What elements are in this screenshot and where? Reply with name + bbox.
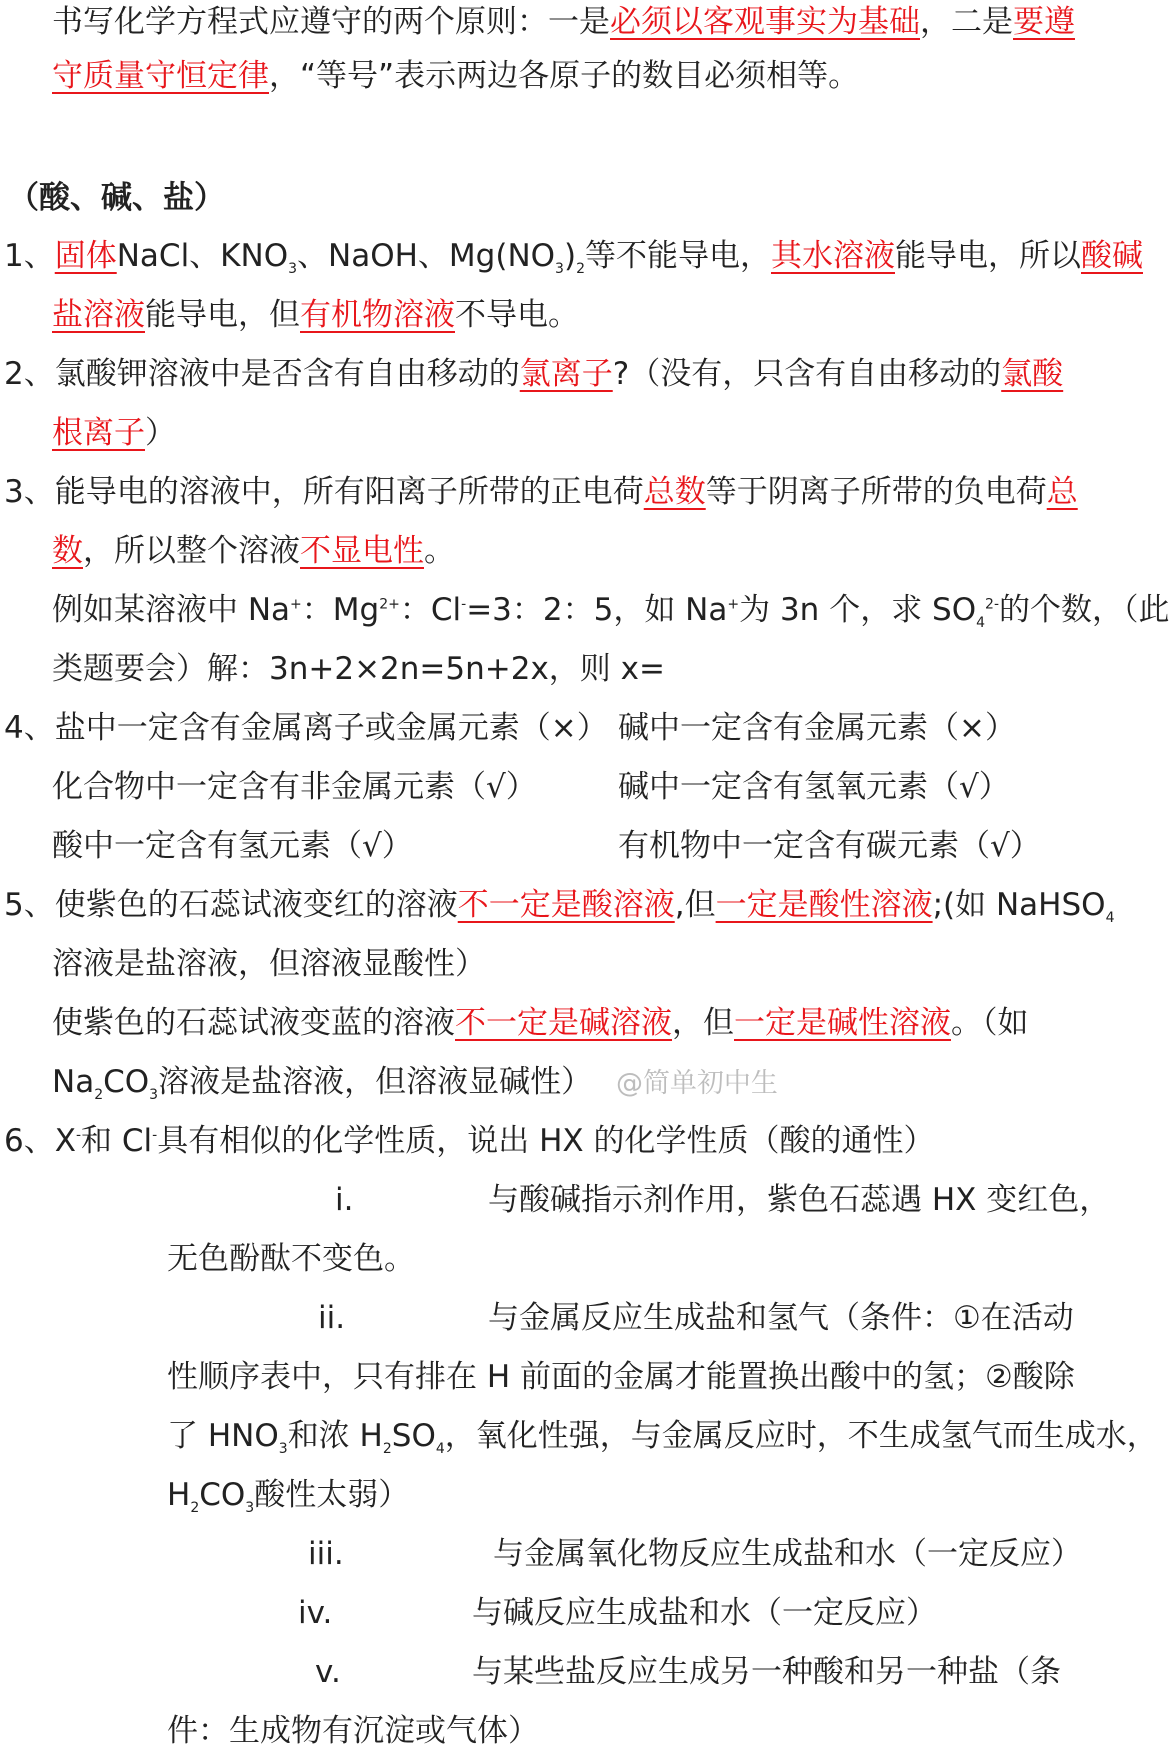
text: ) (563, 238, 577, 274)
highlight: 守质量守恒定律 (52, 58, 269, 94)
subscript: 2 (190, 1500, 200, 1517)
list-marker-iii: iii. (308, 1536, 344, 1572)
text: ，“等号”表示两边各原子的数目必须相等。 (269, 58, 860, 94)
subscript: 3 (555, 261, 564, 278)
text: 等于阴离子所带的负电荷 (705, 474, 1047, 510)
subscript: 3 (245, 1500, 255, 1517)
item-5-line-3 (52, 1003, 1029, 1043)
item-3-example-line-2: 类题要会）解：3n+2×2n=5n+2x，则 x= (52, 651, 665, 687)
text: 书写化学方程式应遵守的两个原则：一是 (52, 4, 610, 40)
item-4-row-1-left (4, 708, 608, 748)
item-6-v-line-2: 件：生成物有沉淀或气体） (167, 1713, 539, 1749)
subscript: 2 (576, 261, 585, 278)
text: ：Cl (399, 592, 462, 628)
item-number: 4、 (4, 710, 55, 746)
highlight: 不显电性 (300, 533, 424, 569)
highlight: 固体 (54, 238, 117, 274)
highlight: 不一定是酸溶液 (457, 887, 675, 923)
highlight: 其水溶液 (771, 238, 895, 274)
item-6-v-line-1: 与某些盐反应生成另一种酸和另一种盐（条 (472, 1654, 1061, 1690)
text: H (167, 1477, 191, 1513)
text: 和浓 H (287, 1418, 383, 1454)
item-6-i-line-2: 无色酚酞不变色。 (167, 1241, 415, 1277)
subscript: 4 (1105, 910, 1115, 927)
highlight: 酸碱 (1081, 238, 1143, 274)
text: 能导电，但 (145, 297, 300, 333)
text: NaCl、KNO (116, 238, 289, 274)
text: ,但 (674, 887, 716, 923)
highlight: 氯离子 (519, 356, 613, 392)
text: =3：2：5，如 Na (466, 592, 728, 628)
intro-line-1 (52, 2, 1075, 42)
text: SO (391, 1418, 436, 1454)
text: ：Mg (301, 592, 380, 628)
item-4-row-3-right: 有机物中一定含有碳元素（√） (618, 828, 1041, 864)
subscript: 4 (976, 615, 986, 632)
item-number: 1、 (4, 238, 55, 274)
subscript: 4 (435, 1441, 445, 1458)
subscript: 3 (278, 1441, 288, 1458)
list-marker-ii: ii. (318, 1300, 346, 1336)
highlight: 必须以客观事实为基础 (610, 4, 920, 40)
list-marker-v: v. (315, 1654, 341, 1690)
item-4-row-2-right: 碱中一定含有氢氧元素（√） (618, 769, 1010, 805)
item-number: 5、 (4, 887, 55, 923)
highlight: 盐溶液 (52, 297, 145, 333)
text: ，二是 (920, 4, 1013, 40)
item-1-line-2 (52, 295, 579, 335)
text: 、NaOH、Mg(NO (297, 238, 556, 274)
highlight: 数 (52, 533, 83, 569)
subscript: 2 (382, 1441, 392, 1458)
superscript: 2- (985, 596, 1000, 613)
item-4-row-3-left: 酸中一定含有氢元素（√） (52, 828, 413, 864)
superscript: + (290, 596, 302, 613)
text: 具有相似的化学性质，说出 HX 的化学性质（酸的通性） (157, 1123, 935, 1159)
highlight: 一定是碱性溶液 (734, 1005, 951, 1041)
text: 能导电，所以 (895, 238, 1081, 274)
highlight: 有机物溶液 (300, 297, 455, 333)
text: 了 HNO (167, 1418, 279, 1454)
text: 使紫色的石蕊试液变蓝的溶液 (52, 1005, 455, 1041)
item-6-i-line-1: 与酸碱指示剂作用，紫色石蕊遇 HX 变红色， (488, 1182, 1111, 1218)
highlight: 要遵 (1013, 4, 1075, 40)
item-5-line-1 (4, 885, 1114, 925)
text: ，氧化性强，与金属反应时，不生成氢气而生成水， (444, 1418, 1158, 1454)
section-title: （酸、碱、盐） (8, 180, 225, 216)
text: ） (145, 415, 176, 451)
text: 等不能导电， (585, 238, 771, 274)
highlight: 总 (1046, 474, 1078, 510)
text: 不导电。 (455, 297, 579, 333)
text: 溶液是盐溶液，但溶液显碱性） (158, 1064, 593, 1100)
highlight: 一定是酸性溶液 (715, 887, 933, 923)
superscript: - (75, 1127, 82, 1144)
subscript: 3 (288, 261, 298, 278)
item-2-line-2 (52, 413, 176, 453)
item-3-example-line-1 (52, 590, 1170, 630)
text: ，但 (672, 1005, 734, 1041)
item-5-line-2: 溶液是盐溶液，但溶液显酸性） (52, 946, 486, 982)
item-4-row-2-left: 化合物中一定含有非金属元素（√） (52, 769, 537, 805)
list-marker-iv: iv. (298, 1595, 333, 1631)
text: 。（如 (951, 1005, 1029, 1041)
superscript: 2+ (379, 596, 400, 613)
text: 例如某溶液中 Na (52, 592, 291, 628)
text: CO (199, 1477, 246, 1513)
superscript: + (727, 596, 740, 613)
item-3-line-1 (4, 472, 1078, 512)
highlight: 氯酸 (1001, 356, 1064, 392)
item-number: 3、 (4, 474, 55, 510)
item-number: 6、 (4, 1123, 55, 1159)
item-2-line-1 (4, 354, 1063, 394)
text: 酸性太弱） (254, 1477, 410, 1513)
item-6-iii-line: 与金属氧化物反应生成盐和水（一定反应） (493, 1536, 1082, 1572)
superscript: - (461, 596, 467, 613)
item-1-line-1 (4, 236, 1143, 276)
text: CO (103, 1064, 150, 1100)
item-6-line-1 (4, 1121, 935, 1161)
list-marker-i: i. (335, 1182, 354, 1218)
item-3-line-2 (52, 531, 455, 571)
item-4-row-1-right: 碱中一定含有金属元素（×） (618, 710, 1016, 746)
item-6-ii-line-2: 性顺序表中，只有排在 H 前面的金属才能置换出酸中的氢；②酸除 (167, 1359, 1075, 1395)
watermark: @简单初中生 (615, 1068, 778, 1099)
text: ?（没有，只含有自由移动的 (612, 356, 1002, 392)
item-6-iv-line: 与碱反应生成盐和水（一定反应） (472, 1595, 937, 1631)
subscript: 3 (149, 1087, 159, 1104)
text: 使紫色的石蕊试液变红的溶液 (54, 887, 458, 923)
item-6-ii-line-1: 与金属反应生成盐和氢气（条件：①在活动 (488, 1300, 1074, 1336)
highlight: 不一定是碱溶液 (455, 1005, 672, 1041)
text: ;(如 NaHSO (932, 887, 1106, 923)
text: ，所以整个溶液 (83, 533, 300, 569)
item-number: 2、 (4, 356, 55, 392)
text: 和 Cl (81, 1123, 153, 1159)
text: 能导电的溶液中，所有阳离子所带的正电荷 (54, 474, 644, 510)
text: 为 3n 个，求 SO (739, 592, 977, 628)
item-6-ii-line-4 (167, 1475, 409, 1515)
subscript: 2 (94, 1087, 104, 1104)
highlight: 根离子 (52, 415, 145, 451)
text: 。 (424, 533, 455, 569)
text: 盐中一定含有金属离子或金属元素（×） (54, 710, 608, 746)
text: Na (52, 1064, 95, 1100)
intro-line-2 (52, 56, 859, 96)
highlight: 总数 (643, 474, 706, 510)
text: X (54, 1123, 76, 1159)
item-6-ii-line-3 (167, 1416, 1158, 1456)
text: 的个数，（此 (999, 592, 1170, 628)
text: 氯酸钾溶液中是否含有自由移动的 (54, 356, 520, 392)
superscript: - (152, 1127, 158, 1144)
item-5-line-4 (52, 1062, 778, 1102)
